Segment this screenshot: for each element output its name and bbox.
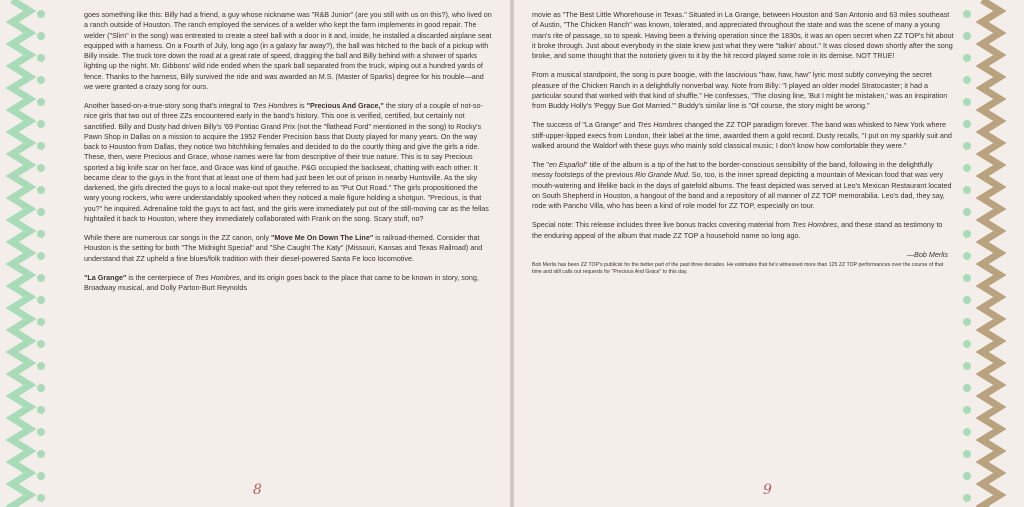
border-dot — [37, 318, 45, 326]
dot-column-left — [34, 0, 48, 507]
border-dot — [963, 164, 971, 172]
border-dot — [963, 76, 971, 84]
zigzag-border-left — [6, 0, 36, 507]
zigzag-border-right — [976, 0, 1006, 507]
border-dot — [963, 10, 971, 18]
border-dot — [963, 296, 971, 304]
border-dot — [963, 230, 971, 238]
left-page — [0, 0, 510, 507]
border-dot — [37, 252, 45, 260]
border-dot — [37, 230, 45, 238]
border-dot — [37, 54, 45, 62]
border-dot — [37, 340, 45, 348]
border-dot — [963, 32, 971, 40]
border-dot — [963, 274, 971, 282]
border-dot — [963, 384, 971, 392]
border-dot — [37, 428, 45, 436]
border-dot — [37, 274, 45, 282]
border-dot — [37, 296, 45, 304]
paragraph-chicken-ranch: movie as "The Best Little Whorehouse in Texas." Situated in La Grange, between Houston and San Antonio and 63 miles southeast of Austin, "The Chicken Ranch" was known, tolerated, and appreciated throughout the state and was the scene of many a young man's rite of passage, so to speak. Having been a thriving operation since the 1830s, it was an open secret when ZZ TOP's hit about it broke through. Just about everybody in the state knew just what they were "talkin' about." It was closed down shortly after the song broke, and some thought that the notoriety given to it by the hit record played some role in its demise. NOT TRUE! — [532, 10, 954, 60]
paragraph-precious-and-grace: Another based-on-a-true-story song that's integral to Tres Hombres is "Precious And Grace," the story of a couple of not-so-nice girls that two out of three ZZs encountered early in the band's history. This one is verified, certified, but certainly not sanctified. Billy and Dusty had driven Billy's '69 Pontiac Grand Prix (not the "flathead Ford" mentioned in the song) to Rocky's Pawn Shop in Dallas on a mission to acquire the 1952 Fender Precision bass that Dusty played for many years. On the way back to Houston from Dallas, they notice two hitchhiking females and decided to do the courtly thing and give the girls a ride. These, then, were Precious and Grace, whose names were far from descriptive of their true nature. This is to say Precious sported a big knife scar on her face, and Grace was kind of gauche. P&G occupied the backseat, chatting with each other. It became clear to the guys in the front that at least one of them had just been let out of prison in nearby Huntsville. As the sky darkened, the girls directed the guys to a local make-out spot they referred to as "Put Out Road." The girls propositioned the wary young rockers, who were understandably spooked when they noticed a male figure holding a shotgun. "Precious, is that you?" he inquired. Adrenaline told the guys to act fast, and the girls were immediately put out of the still-moving car as the fellas hightailed it back to Houston, where they immediately collaborated with Frank on the song. Scary stuff, no? — [84, 101, 489, 223]
border-dot — [37, 98, 45, 106]
paragraph-en-espanol: The "en Español" title of the album is a tip of the hat to the border-conscious sensibility of the band, following in the delightfully messy footsteps of the previous Rio Grande Mud. So, too, is the inner spread depicting a mountain of Mexican food that was very mouth-watering and lifelike back in the days of gatefold albums. The feast depicted was served at Leo's Mexican Restaurant located on South Shepherd in Houston, a hangout of the band and a repository of all manner of ZZ TOP memorabilia. Leo's dad, they say, rode with Pancho Villa, who has been a kind of role model for ZZ TOP, especially on tour. — [532, 160, 952, 210]
border-dot — [37, 120, 45, 128]
border-dot — [37, 208, 45, 216]
paragraph-success: The success of "La Grange" and Tres Hombres changed the ZZ TOP paradigm forever. The band was whisked to New York where stiff-upper-lipped execs from London, their label at the time, awarded them a gold record. Dusty recalls, "I put on my sparkly suit and walked around the Waldorf with these guys who mainly sold classical music; I don't know how comfortable they were." — [532, 120, 952, 150]
paragraph-spark-ball: goes something like this: Billy had a friend, a guy whose nickname was "R&B Junior" (are you still with us on this?), who lived on a ranch outside of Houston. The ranch employed the services of a welder who kept the farm implements in good repair. The welder ("Slim" in the song) was entreated to create a steel ball with a door in it and, inside, he installed a discarded airplane seat equipped with a harness. On a Fourth of July, long ago (in a galaxy far away?), the ball was hitched to the back of a pickup with Billy inside. The truck tore down the road at a great rate of speed, dragging the ball and Billy behind with a shower of sparks lighting up the night. Mr. Gibbons' wild ride ended when the spark ball separated from the truck, wiping out a hundred yards of fence. Thanks to the harness, Billy survived the ride and was awarded an M.S. (Master of Sparks) degree for his trouble—and we were granted a crazy song for ours. — [84, 10, 492, 91]
right-page-text — [532, 10, 954, 284]
zigzag-line — [12, 0, 30, 507]
paragraph-move-me-on-down-the-line: While there are numerous car songs in the ZZ canon, only "Move Me On Down The Line" is railroad-themed. Consider that Houston is the setting for both "The Midnight Special" and "She Caught The Katy" (Missouri, Kansas and Texas Railroad) and understand that ZZ upheld a fine blues/folk tradition with their diesel-powered Santa Fe loco locomotive. — [84, 233, 483, 263]
border-dot — [963, 450, 971, 458]
border-dot — [37, 384, 45, 392]
author-signature: —Bob Merlis — [906, 249, 948, 259]
border-dot — [963, 252, 971, 260]
right-page — [514, 0, 1024, 507]
border-dot — [37, 76, 45, 84]
border-dot — [963, 362, 971, 370]
border-dot — [37, 494, 45, 502]
left-page-text — [84, 10, 494, 302]
paragraph-special-note: Special note: This release includes three live bonus tracks covering material from Tres Hombres, and these stand as testimony to the enduring appeal of the album that made ZZ TOP a household name so long ago. — [532, 220, 943, 240]
border-dot — [963, 54, 971, 62]
border-dot — [37, 362, 45, 370]
border-dot — [963, 406, 971, 414]
border-dot — [37, 450, 45, 458]
border-dot — [963, 318, 971, 326]
border-dot — [963, 340, 971, 348]
border-dot — [963, 494, 971, 502]
page-number-right: 9 — [763, 482, 772, 498]
border-dot — [37, 142, 45, 150]
author-bio: Bob Merlis has been ZZ TOP's publicist for the better part of the past three decades. He estimates that he's witnessed more than 125 ZZ TOP performances over the course of that time and still calls out requests for "Precious And Grace" to this day. — [532, 262, 944, 275]
border-dot — [37, 472, 45, 480]
border-dot — [963, 186, 971, 194]
border-dot — [37, 406, 45, 414]
page-number-left: 8 — [253, 482, 262, 498]
border-dot — [963, 120, 971, 128]
border-dot — [37, 32, 45, 40]
border-dot — [963, 472, 971, 480]
border-dot — [963, 98, 971, 106]
border-dot — [37, 10, 45, 18]
border-dot — [963, 208, 971, 216]
border-dot — [963, 428, 971, 436]
border-dot — [963, 142, 971, 150]
paragraph-musical-standpoint: From a musical standpoint, the song is pure boogie, with the lascivious "haw, haw, haw" lyric most subtly conveying the secret pleasure of the Chicken Ranch in a delightfully nonverbal way. Note from Billy: "I played an older model Stratocaster; it had a particular sound that worked with that kind of shuffle." He confesses, "The closing line, 'But I might be mistaken,' was an inspiration from Buddy Holly's 'Peggy Sue Got Married.'" Buddy's similar line is "Of course, the story might be wrong." — [532, 70, 948, 110]
border-dot — [37, 164, 45, 172]
paragraph-la-grange-intro: "La Grange" is the centerpiece of Tres Hombres, and its origin goes back to the place that came to be known in story, song, Broadway musical, and Dolly Parton-Burt Reynolds — [84, 272, 479, 292]
dot-column-right — [960, 0, 974, 507]
border-dot — [37, 186, 45, 194]
zigzag-line — [982, 0, 1000, 507]
